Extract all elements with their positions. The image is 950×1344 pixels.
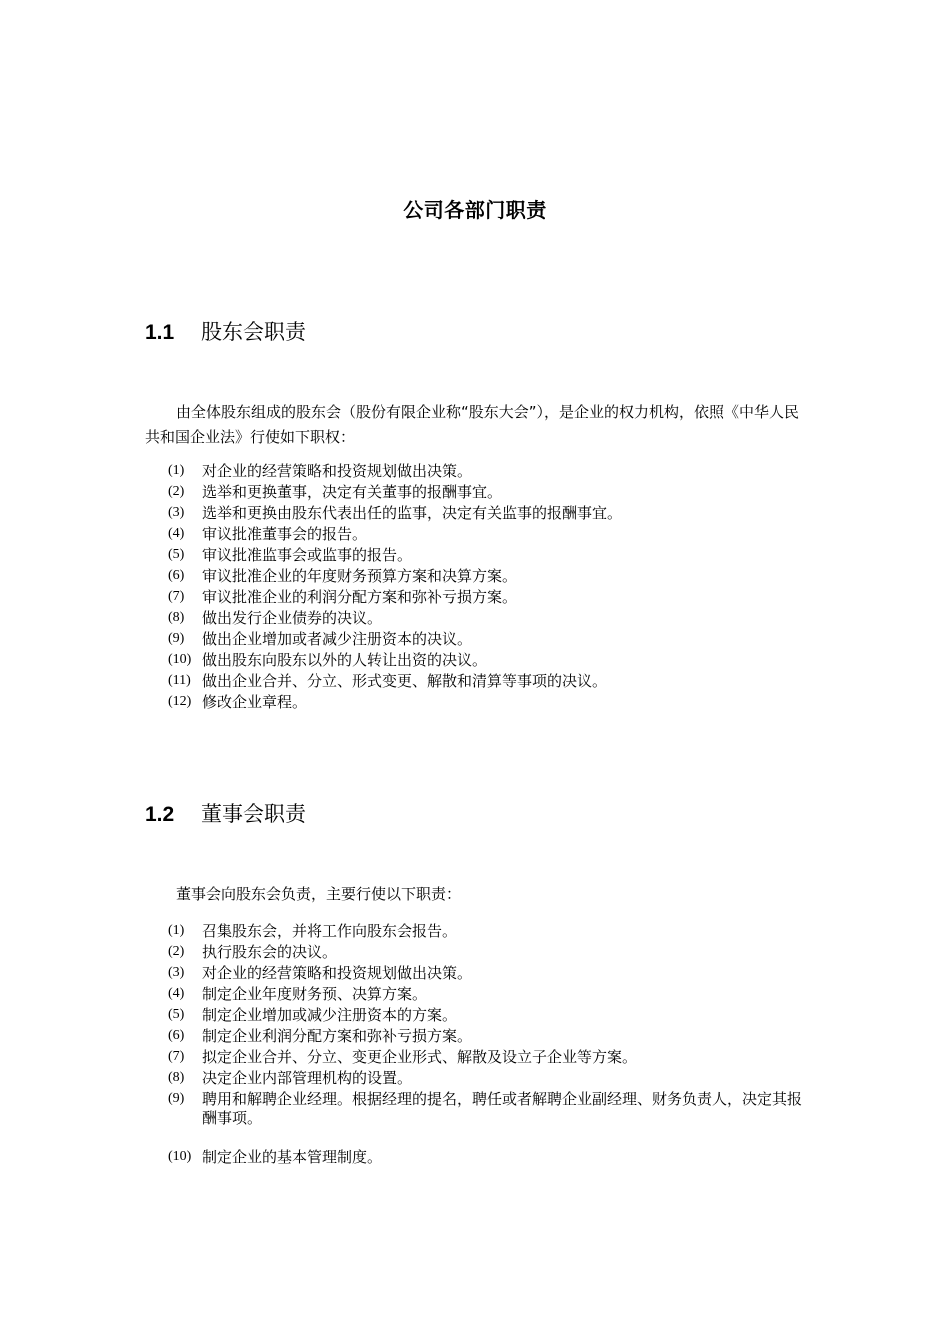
list-item	[145, 649, 813, 670]
list-item	[145, 544, 813, 565]
list-marker: (6)	[168, 568, 185, 583]
section-heading-board	[145, 800, 306, 829]
list-marker: (2)	[168, 944, 185, 959]
shareholders-duties-list	[145, 460, 813, 712]
list-marker: (8)	[168, 1070, 185, 1085]
list-marker: (7)	[168, 589, 185, 604]
list-marker: (4)	[168, 526, 185, 541]
list-item	[145, 1146, 813, 1167]
list-item-text: 制定企业增加或减少注册资本的方案。	[202, 1006, 458, 1024]
list-item	[145, 607, 813, 628]
list-item	[145, 502, 813, 523]
list-item	[145, 586, 813, 607]
list-item-text: 决定企业内部管理机构的设置。	[202, 1069, 413, 1087]
list-marker: (9)	[168, 631, 185, 646]
page-title: 公司各部门职责	[403, 198, 547, 222]
list-item	[145, 523, 813, 544]
list-item	[145, 1025, 813, 1046]
list-item-text: 审议批准企业的利润分配方案和弥补亏损方案。	[202, 588, 518, 606]
list-item-text: 制定企业利润分配方案和弥补亏损方案。	[202, 1027, 473, 1045]
section-number: 1.1	[145, 321, 175, 344]
list-item-text: 选举和更换董事，决定有关董事的报酬事宜。	[202, 483, 503, 501]
list-item	[145, 691, 813, 712]
list-item	[145, 481, 813, 502]
board-duties-list	[145, 920, 813, 1167]
section-heading-shareholders	[145, 318, 306, 347]
list-marker: (2)	[168, 484, 185, 499]
list-item	[145, 920, 813, 941]
list-item-text: 做出发行企业债券的决议。	[202, 609, 383, 627]
list-marker: (10)	[168, 1149, 192, 1164]
list-item-text: 拟定企业合并、分立、变更企业形式、解散及设立子企业等方案。	[202, 1048, 638, 1066]
list-item-text: 对企业的经营策略和投资规划做出决策。	[202, 964, 473, 982]
list-item-text: 执行股东会的决议。	[202, 943, 338, 961]
list-item	[145, 962, 813, 983]
list-item	[145, 1004, 813, 1025]
list-item-text: 对企业的经营策略和投资规划做出决策。	[202, 462, 473, 480]
section-number: 1.2	[145, 803, 175, 826]
list-item-text: 审议批准监事会或监事的报告。	[202, 546, 413, 564]
list-item-text: 选举和更换由股东代表出任的监事，决定有关监事的报酬事宜。	[202, 504, 623, 522]
list-marker: (12)	[168, 694, 192, 709]
list-marker: (7)	[168, 1049, 185, 1064]
list-item-text: 做出股东向股东以外的人转让出资的决议。	[202, 651, 488, 669]
list-marker: (5)	[168, 1007, 185, 1022]
list-item	[145, 460, 813, 481]
list-item-text: 制定企业年度财务预、决算方案。	[202, 985, 428, 1003]
list-item-text: 召集股东会，并将工作向股东会报告。	[202, 922, 458, 940]
list-marker: (3)	[168, 965, 185, 980]
list-item-text: 聘用和解聘企业经理。根据经理的提名，聘任或者解聘企业副经理、财务负责人，决定其报酬事项。	[202, 1090, 803, 1127]
list-marker: (9)	[168, 1091, 185, 1106]
section-title: 董事会职责	[201, 802, 306, 826]
list-item	[145, 628, 813, 649]
list-item	[145, 1088, 813, 1146]
list-marker: (5)	[168, 547, 185, 562]
list-marker: (10)	[168, 652, 192, 667]
list-item-text: 审议批准董事会的报告。	[202, 525, 368, 543]
list-item	[145, 1046, 813, 1067]
list-item	[145, 941, 813, 962]
list-marker: (1)	[168, 463, 185, 478]
list-marker: (8)	[168, 610, 185, 625]
list-item-text: 制定企业的基本管理制度。	[202, 1148, 383, 1166]
list-item-text: 做出企业合并、分立、形式变更、解散和清算等事项的决议。	[202, 672, 608, 690]
section-intro-paragraph: 由全体股东组成的股东会（股份有限企业称“股东大会”），是企业的权力机构，依照《中华人民共和国企业法》行使如下职权：	[145, 403, 800, 446]
list-item-text: 做出企业增加或者减少注册资本的决议。	[202, 630, 473, 648]
list-item-text: 审议批准企业的年度财务预算方案和决算方案。	[202, 567, 518, 585]
list-item	[145, 670, 813, 691]
section-title: 股东会职责	[201, 320, 306, 344]
list-item-text: 修改企业章程。	[202, 693, 308, 711]
list-marker: (4)	[168, 986, 185, 1001]
list-marker: (1)	[168, 923, 185, 938]
list-item	[145, 983, 813, 1004]
section-intro-paragraph: 董事会向股东会负责，主要行使以下职责：	[176, 885, 462, 903]
list-item	[145, 565, 813, 586]
list-item	[145, 1067, 813, 1088]
list-marker: (11)	[168, 673, 191, 688]
list-marker: (6)	[168, 1028, 185, 1043]
list-marker: (3)	[168, 505, 185, 520]
